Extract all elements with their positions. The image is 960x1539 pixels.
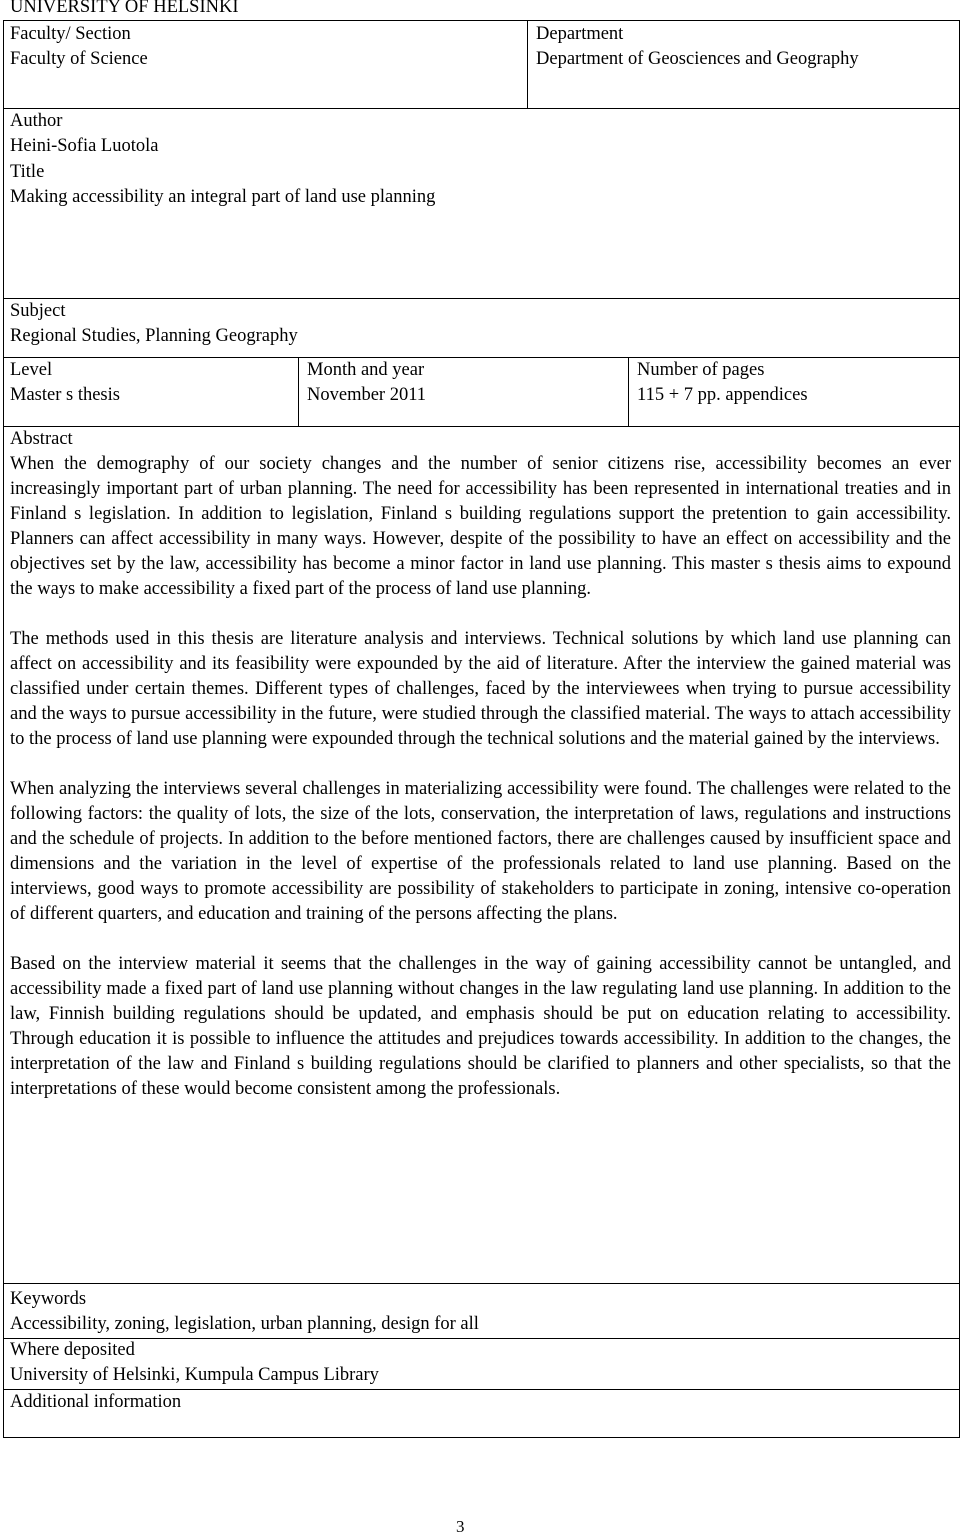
- additional-info-label: Additional information: [10, 1392, 182, 1412]
- deposited-label: Where deposited: [10, 1340, 135, 1360]
- month-year-value: November 2011: [307, 385, 427, 405]
- level-label: Level: [10, 360, 53, 380]
- abstract-paragraph: Based on the interview material it seems that the challenges in the way of gaining accessibility cannot be untangled, and accessibility made a fixed part of land use planning without changes in the law regulating land use planning. In addition to the law, Finnish building regulations should be updated, and emphasis should be put on education relating to accessibility. Through education it is possible to influence the attitudes and prejudices towards accessibility. In addition to the changes, the interpretation of the law and Finland s building regulations should be clarified to planners and other specialists, so that the interpretations of these would become consistent among the professionals.: [10, 954, 951, 1099]
- department-label: Department: [536, 24, 624, 44]
- pages-value: 115 + 7 pp. appendices: [637, 385, 808, 405]
- month-pages-divider: [628, 357, 629, 427]
- subject-label: Subject: [10, 301, 66, 321]
- faculty-value: Faculty of Science: [10, 49, 148, 69]
- pages-label: Number of pages: [637, 360, 765, 380]
- abstract-body: [10, 452, 951, 1102]
- university-name: UNIVERSITY OF HELSINKI: [10, 0, 239, 17]
- subject-value: Regional Studies, Planning Geography: [10, 326, 298, 346]
- level-month-pages-row: [3, 357, 960, 427]
- faculty-department-divider: [527, 20, 528, 109]
- level-value: Master s thesis: [10, 385, 120, 405]
- author-value: Heini-Sofia Luotola: [10, 136, 159, 156]
- month-year-label: Month and year: [307, 360, 425, 380]
- abstract-paragraph: The methods used in this thesis are literature analysis and interviews. Technical solutions by which land use planning can affect on accessibility and its feasibility were expounded by the aid of literature. After the interview the gained material was classified under certain themes. Different types of challenges, faced by the interviewees when trying to pursue accessibility and the ways to pursue accessibility in the future, were studied through the classified material. The ways to attach accessibility to the process of land use planning were expounded through the technical solutions and the material gained by the interviews.: [10, 629, 951, 749]
- keywords-deposited-divider: [3, 1338, 960, 1339]
- abstract-paragraph: When the demography of our society changes and the number of senior citizens rise, accessibility becomes an ever increasingly important part of urban planning. The need for accessibility has been represented in international treaties and in Finland s legislation. In addition to legislation, Finland s building regulations support the pretention to gain accessibility. Planners can affect accessibility in many ways. However, despite of the possibility to have an effect on accessibility and the objectives set by the law, accessibility has become a minor factor in land use planning. This master s thesis aims to expound the ways to make accessibility a fixed part of the process of land use planning.: [10, 454, 951, 599]
- abstract-label: Abstract: [10, 429, 73, 449]
- department-value: Department of Geosciences and Geography: [536, 49, 859, 69]
- level-month-divider: [298, 357, 299, 427]
- page-number: 3: [456, 1517, 465, 1536]
- author-label: Author: [10, 111, 63, 131]
- keywords-label: Keywords: [10, 1289, 87, 1309]
- title-label: Title: [10, 162, 45, 182]
- abstract-paragraph: When analyzing the interviews several challenges in materializing accessibility were found. The challenges were related to the following factors: the quality of lots, the size of the lots, conservation, the interpretation of laws, regulations and instructions and the schedule of projects. In addition to the before mentioned factors, there are challenges caused by insufficient space and dimensions and the variation in the level of expertise of the professionals related to land use planning. Based on the interviews, good ways to promote accessibility are possibility of stakeholders to participate in zoning, intensive co-operation of different quarters, and education and training of the persons affecting the plans.: [10, 779, 951, 924]
- keywords-value: Accessibility, zoning, legislation, urban planning, design for all: [10, 1314, 479, 1334]
- faculty-label: Faculty/ Section: [10, 24, 131, 44]
- deposited-value: University of Helsinki, Kumpula Campus Library: [10, 1365, 379, 1385]
- title-value: Making accessibility an integral part of land use planning: [10, 187, 436, 207]
